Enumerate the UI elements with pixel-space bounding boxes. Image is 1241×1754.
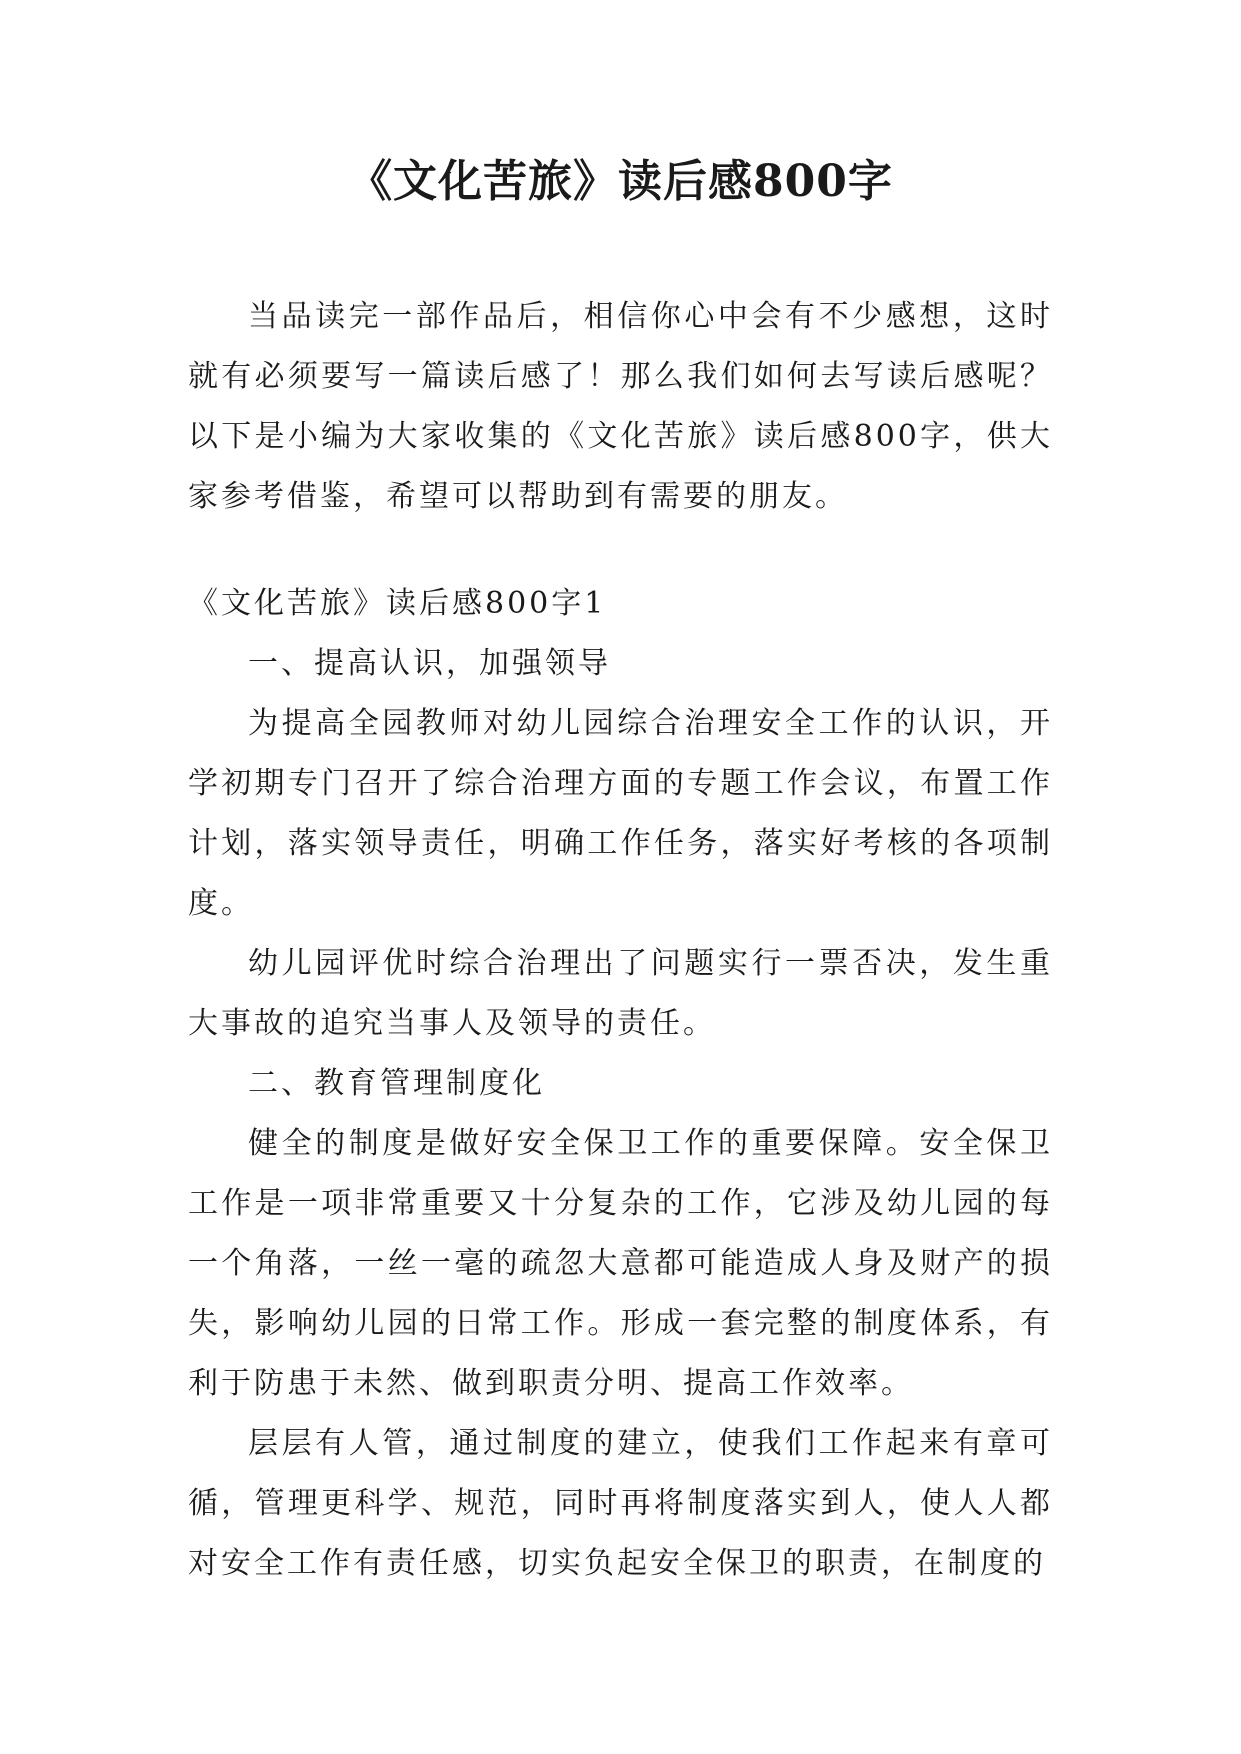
section-title: 《文化苦旅》读后感800字1: [188, 586, 607, 621]
paragraph-2: 幼儿园评优时综合治理出了问题实行一票否决，发生重大事故的追究当事人及领导的责任。: [188, 946, 1053, 1041]
paragraph-1: 为提高全园教师对幼儿园综合治理安全工作的认识，开学初期专门召开了综合治理方面的专题工作会议，布置工作计划，落实领导责任，明确工作任务，落实好考核的各项制度。: [188, 706, 1053, 921]
heading-1: 一、提高认识，加强领导: [248, 646, 611, 681]
intro-block: [188, 287, 1053, 527]
heading-2: 二、教育管理制度化: [248, 1066, 545, 1101]
document-title: 《文化苦旅》读后感800字: [348, 156, 893, 207]
intro-paragraph: 当品读完一部作品后，相信你心中会有不少感想，这时就有必须要写一篇读后感了！那么我们如何去写读后感呢？以下是小编为大家收集的《文化苦旅》读后感800字，供大家参考借鉴，希望可以帮助到有需要的朋友。: [188, 299, 1053, 514]
paragraph-4: 层层有人管，通过制度的建立，使我们工作起来有章可循，管理更科学、规范，同时再将制度落实到人，使人人都对安全工作有责任感，切实负起安全保卫的职责，在制度的: [188, 1426, 1053, 1581]
paragraph-3: 健全的制度是做好安全保卫工作的重要保障。安全保卫工作是一项非常重要又十分复杂的工作，它涉及幼儿园的每一个角落，一丝一毫的疏忽大意都可能造成人身及财产的损失，影响幼儿园的日常工作。形成一套完整的制度体系，有利于防患于未然、做到职责分明、提高工作效率。: [188, 1126, 1053, 1401]
content-block: [188, 574, 1053, 1594]
